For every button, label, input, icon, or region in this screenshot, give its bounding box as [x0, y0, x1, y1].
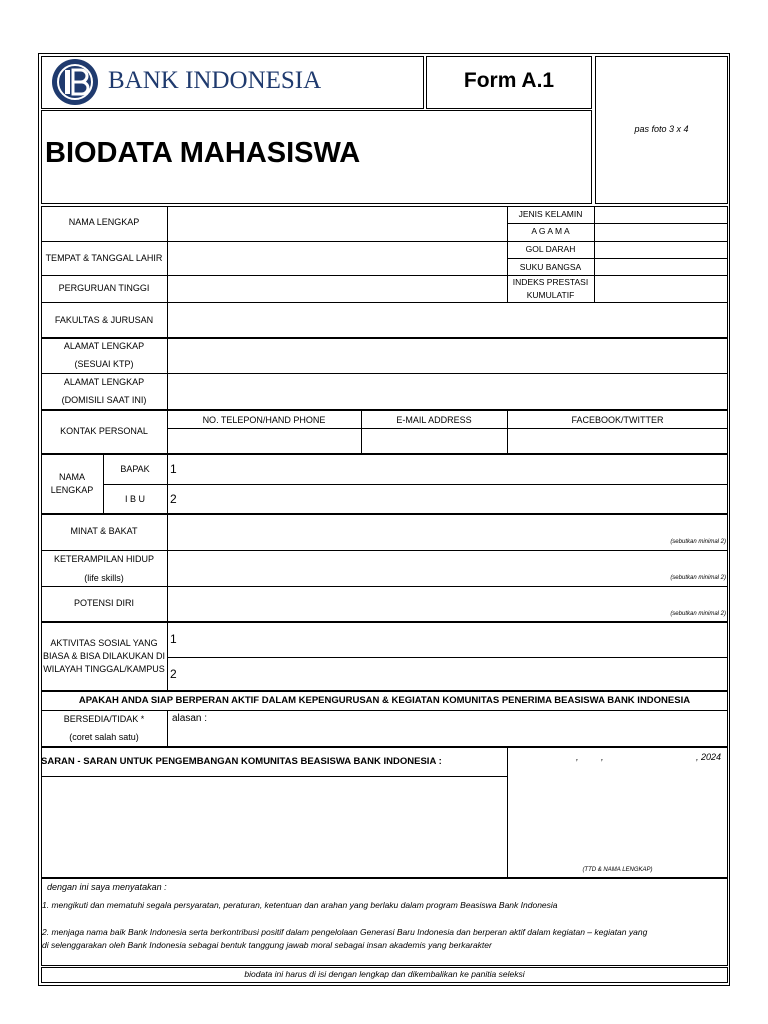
header-email: E-MAIL ADDRESS [396, 415, 472, 425]
label-kontak-personal: KONTAK PERSONAL [60, 426, 148, 436]
declaration-point-2a: 2. menjaga nama baik Bank Indonesia serta berkontribusi positif dalam pengelolaan Generasi Baru Indonesia dan berperan aktif dalam kegiatan – kegiatan yang [42, 927, 648, 937]
declaration-point-2b: di selenggarakan oleh Bank Indonesia sebagai bentuk tanggung jawab moral sebagai insan akademis yang berkarakter [42, 940, 492, 950]
facebook-field[interactable] [508, 429, 727, 453]
bank-name: BANK INDONESIA [108, 67, 322, 94]
email-field[interactable] [362, 429, 506, 453]
alamat-ktp-field[interactable] [168, 339, 727, 372]
aktivitas-field-2[interactable] [180, 658, 727, 690]
suku-bangsa-field[interactable] [595, 259, 727, 275]
label-suku-bangsa: SUKU BANGSA [519, 262, 582, 272]
ipk-field[interactable] [595, 276, 727, 301]
bapak-field[interactable] [180, 455, 727, 483]
label-tempat-tanggal-lahir: TEMPAT & TANGGAL LAHIR [45, 253, 163, 263]
hint-keterampilan: (sebutkan minimal 2) [670, 575, 726, 581]
label-fakultas-jurusan: FAKULTAS & JURUSAN [54, 315, 154, 325]
header-facebook: FACEBOOK/TWITTER [571, 415, 664, 425]
label-perguruan-tinggi: PERGURUAN TINGGI [58, 283, 150, 293]
hint-potensi: (sebutkan minimal 2) [670, 611, 726, 617]
date-comma-1: , [576, 752, 579, 762]
label-keterampilan-2: (life skills) [84, 573, 124, 583]
label-aktivitas-3: WILAYAH TINGGAL/KAMPUS [43, 664, 165, 674]
label-keterampilan-1: KETERAMPILAN HIDUP [53, 554, 155, 564]
telepon-field[interactable] [168, 429, 360, 453]
aktivitas-field-1[interactable] [180, 623, 727, 656]
label-bapak: BAPAK [120, 464, 150, 474]
signature-area[interactable] [508, 765, 727, 865]
label-ipk-line1: INDEKS PRESTASI [512, 277, 589, 287]
perguruan-tinggi-field[interactable] [168, 276, 506, 301]
label-nama-ortu-1: NAMA [58, 472, 85, 482]
label-nama-lengkap: NAMA LENGKAP [68, 217, 140, 227]
agama-field[interactable] [595, 224, 727, 240]
gol-darah-field[interactable] [595, 242, 727, 258]
header-telepon: NO. TELEPON/HAND PHONE [202, 415, 326, 425]
alasan-field[interactable] [168, 711, 727, 746]
bank-indonesia-logo [51, 58, 99, 106]
label-aktivitas-1: AKTIVITAS SOSIAL YANG [50, 638, 158, 648]
declaration-point-1: 1. mengikuti dan mematuhi segala persyaratan, peraturan, ketentuan dan arahan yang berlaku dalam program Beasiswa Bank Indonesia [42, 900, 558, 910]
label-jenis-kelamin: JENIS KELAMIN [518, 209, 583, 219]
potensi-diri-field[interactable] [168, 587, 727, 621]
saran-label: SARAN - SARAN UNTUK PENGEMBANGAN KOMUNITAS BEASISWA BANK INDONESIA : [41, 756, 442, 767]
declaration-intro: dengan ini saya menyatakan : [47, 882, 167, 892]
jenis-kelamin-field[interactable] [595, 207, 727, 223]
photo-label: pas foto 3 x 4 [634, 124, 689, 134]
hint-minat: (sebutkan minimal 2) [670, 539, 726, 545]
label-potensi-diri: POTENSI DIRI [73, 598, 134, 608]
ibu-field[interactable] [180, 485, 727, 513]
label-ibu: I B U [124, 494, 145, 504]
question-text: APAKAH ANDA SIAP BERPERAN AKTIF DALAM KEPENGURUSAN & KEGIATAN KOMUNITAS PENERIMA BEASISWA BANK INDONESIA [78, 695, 691, 706]
label-minat-bakat: MINAT & BAKAT [70, 526, 138, 536]
tempat-tanggal-lahir-field[interactable] [168, 242, 506, 274]
label-alamat-domisili-2: (DOMISILI SAAT INI) [61, 395, 147, 405]
page-title: BIODATA MAHASISWA [45, 137, 361, 169]
aktivitas-number-1: 1 [170, 632, 177, 646]
form-code: Form A.1 [463, 69, 555, 92]
nama-lengkap-field[interactable] [168, 207, 506, 240]
label-gol-darah: GOL DARAH [525, 244, 576, 254]
label-bersedia[interactable]: BERSEDIA/TIDAK * [63, 714, 145, 724]
label-nama-ortu-2: LENGKAP [50, 485, 94, 495]
label-ipk-line2: KUMULATIF [526, 290, 575, 300]
alamat-domisili-field[interactable] [168, 374, 727, 409]
label-agama: A G A M A [531, 226, 570, 236]
keterampilan-field[interactable] [168, 551, 727, 585]
footer-note: biodata ini harus di isi dengan lengkap dan dikembalikan ke panitia seleksi [244, 969, 525, 979]
saran-field[interactable] [42, 777, 506, 877]
date-comma-2: , [601, 752, 604, 762]
ttd-label: (TTD & NAMA LENGKAP) [582, 867, 653, 873]
ibu-number: 2 [170, 492, 177, 506]
label-alamat-ktp-1: ALAMAT LENGKAP [63, 341, 145, 351]
bapak-number: 1 [170, 462, 177, 476]
label-alasan: alasan : [172, 713, 208, 724]
label-aktivitas-2: BIASA & BISA DILAKUKAN DI [42, 651, 166, 661]
label-alamat-domisili-1: ALAMAT LENGKAP [63, 377, 145, 387]
aktivitas-number-2: 2 [170, 667, 177, 681]
label-coret: (coret salah satu) [69, 732, 139, 742]
minat-bakat-field[interactable] [168, 515, 727, 549]
fakultas-jurusan-field[interactable] [168, 303, 727, 337]
date-year: , 2024 [696, 752, 722, 762]
label-alamat-ktp-2: (SESUAI KTP) [74, 359, 134, 369]
